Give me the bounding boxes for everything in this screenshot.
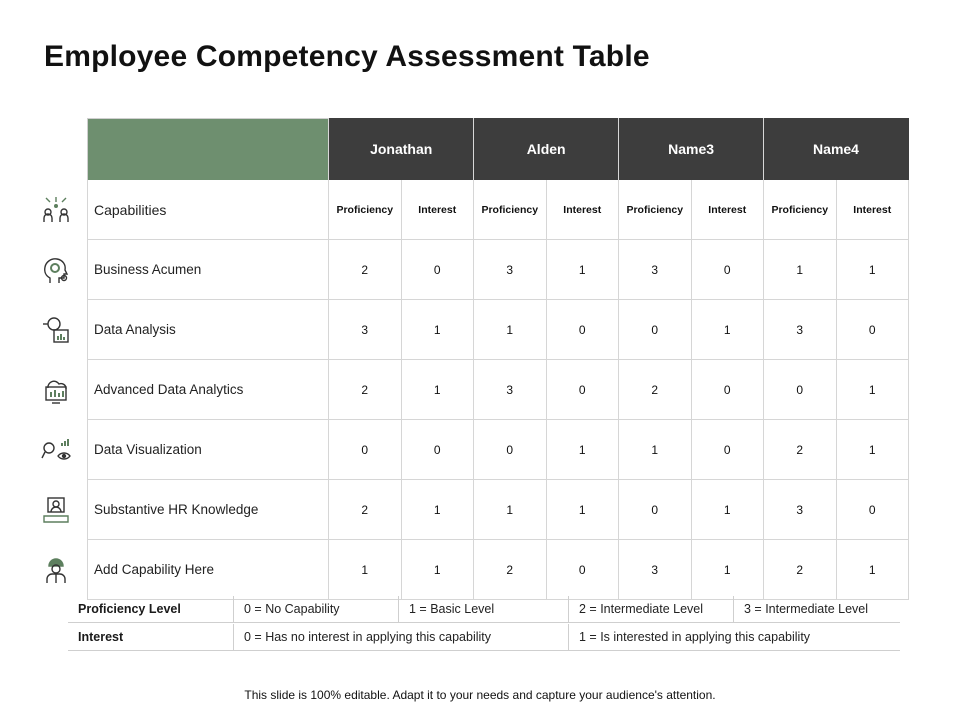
row-label: Add Capability Here: [88, 540, 329, 599]
capabilities-label: Capabilities: [88, 180, 329, 239]
table-cell: 0: [547, 540, 620, 599]
row-label: Business Acumen: [88, 240, 329, 299]
table-cell: 0: [692, 360, 765, 419]
row-label: Data Visualization: [88, 420, 329, 479]
table-row: [87, 480, 909, 540]
sub-header-row: [87, 180, 909, 240]
table-cell: 3: [474, 240, 547, 299]
table-cell: 0: [474, 420, 547, 479]
table-cell: 2: [764, 540, 837, 599]
table-cell: 3: [329, 300, 402, 359]
legend-item: 0 = No Capability: [233, 596, 398, 622]
table-cell: 1: [692, 540, 765, 599]
column-header-name: Jonathan: [328, 118, 473, 180]
table-cell: 1: [837, 540, 910, 599]
competency-table: [87, 118, 909, 600]
table-row: [87, 360, 909, 420]
table-row: [87, 240, 909, 300]
table-header-row: [87, 118, 909, 180]
table-cell: 1: [692, 480, 765, 539]
row-label: Data Analysis: [88, 300, 329, 359]
proficiency-header: Proficiency: [474, 180, 547, 239]
row-label: Substantive HR Knowledge: [88, 480, 329, 539]
table-cell: 0: [619, 300, 692, 359]
table-cell: 1: [402, 300, 475, 359]
footer-note: This slide is 100% editable. Adapt it to your needs and capture your audience's attention.: [244, 688, 716, 702]
table-cell: 0: [837, 300, 910, 359]
proficiency-header: Proficiency: [619, 180, 692, 239]
legend-interest-row: [68, 624, 900, 651]
worker-helmet-icon: [32, 540, 80, 600]
table-cell: 3: [474, 360, 547, 419]
table-cell: 1: [837, 420, 910, 479]
legend-item: 1 = Basic Level: [398, 596, 568, 622]
table-row: [87, 300, 909, 360]
table-cell: 3: [764, 480, 837, 539]
table-cell: 0: [692, 240, 765, 299]
table-cell: 0: [402, 240, 475, 299]
legend-interest-label: Interest: [78, 630, 124, 644]
people-connect-icon: [32, 180, 80, 240]
table-cell: 0: [329, 420, 402, 479]
table-cell: 1: [547, 240, 620, 299]
interest-header: Interest: [402, 180, 475, 239]
legend-proficiency-label: Proficiency Level: [78, 602, 181, 616]
table-cell: 1: [619, 420, 692, 479]
interest-header: Interest: [692, 180, 765, 239]
hr-person-desk-icon: [32, 480, 80, 540]
table-cell: 3: [764, 300, 837, 359]
column-header-name: Name3: [618, 118, 763, 180]
legend-item: 0 = Has no interest in applying this capability: [233, 624, 568, 650]
column-header-name: Name4: [763, 118, 909, 180]
table-cell: 0: [547, 360, 620, 419]
legend-item: 3 = Intermediate Level: [733, 596, 900, 622]
table-row: [87, 540, 909, 600]
table-cell: 1: [692, 300, 765, 359]
table-cell: 1: [329, 540, 402, 599]
legend: [68, 596, 900, 651]
table-cell: 1: [547, 480, 620, 539]
head-gears-icon: [32, 240, 80, 300]
table-cell: 1: [837, 360, 910, 419]
table-cell: 1: [402, 480, 475, 539]
table-cell: 2: [329, 480, 402, 539]
table-cell: 2: [619, 360, 692, 419]
table-cell: 0: [837, 480, 910, 539]
proficiency-header: Proficiency: [329, 180, 402, 239]
table-cell: 2: [329, 360, 402, 419]
column-header-name: Alden: [473, 118, 618, 180]
magnifier-chart-icon: [32, 300, 80, 360]
table-cell: 1: [764, 240, 837, 299]
table-cell: 1: [837, 240, 910, 299]
table-cell: 1: [474, 300, 547, 359]
proficiency-header: Proficiency: [764, 180, 837, 239]
table-cell: 0: [619, 480, 692, 539]
table-cell: 0: [692, 420, 765, 479]
table-row: [87, 420, 909, 480]
table-cell: 0: [547, 300, 620, 359]
table-cell: 2: [764, 420, 837, 479]
legend-item: 2 = Intermediate Level: [568, 596, 733, 622]
table-cell: 1: [402, 540, 475, 599]
row-label: Advanced Data Analytics: [88, 360, 329, 419]
table-cell: 2: [329, 240, 402, 299]
page-title: Employee Competency Assessment Table: [44, 40, 650, 73]
table-cell: 2: [474, 540, 547, 599]
legend-item: 1 = Is interested in applying this capability: [568, 624, 900, 650]
interest-header: Interest: [547, 180, 620, 239]
table-cell: 3: [619, 240, 692, 299]
table-cell: 1: [474, 480, 547, 539]
interest-header: Interest: [837, 180, 910, 239]
header-blank-cell: [87, 118, 328, 180]
table-cell: 3: [619, 540, 692, 599]
visualization-icon: [32, 420, 80, 480]
table-cell: 0: [402, 420, 475, 479]
table-cell: 1: [547, 420, 620, 479]
table-cell: 0: [764, 360, 837, 419]
table-cell: 1: [402, 360, 475, 419]
legend-proficiency-row: [68, 596, 900, 623]
cloud-analytics-icon: [32, 360, 80, 420]
icon-column: [32, 180, 80, 600]
